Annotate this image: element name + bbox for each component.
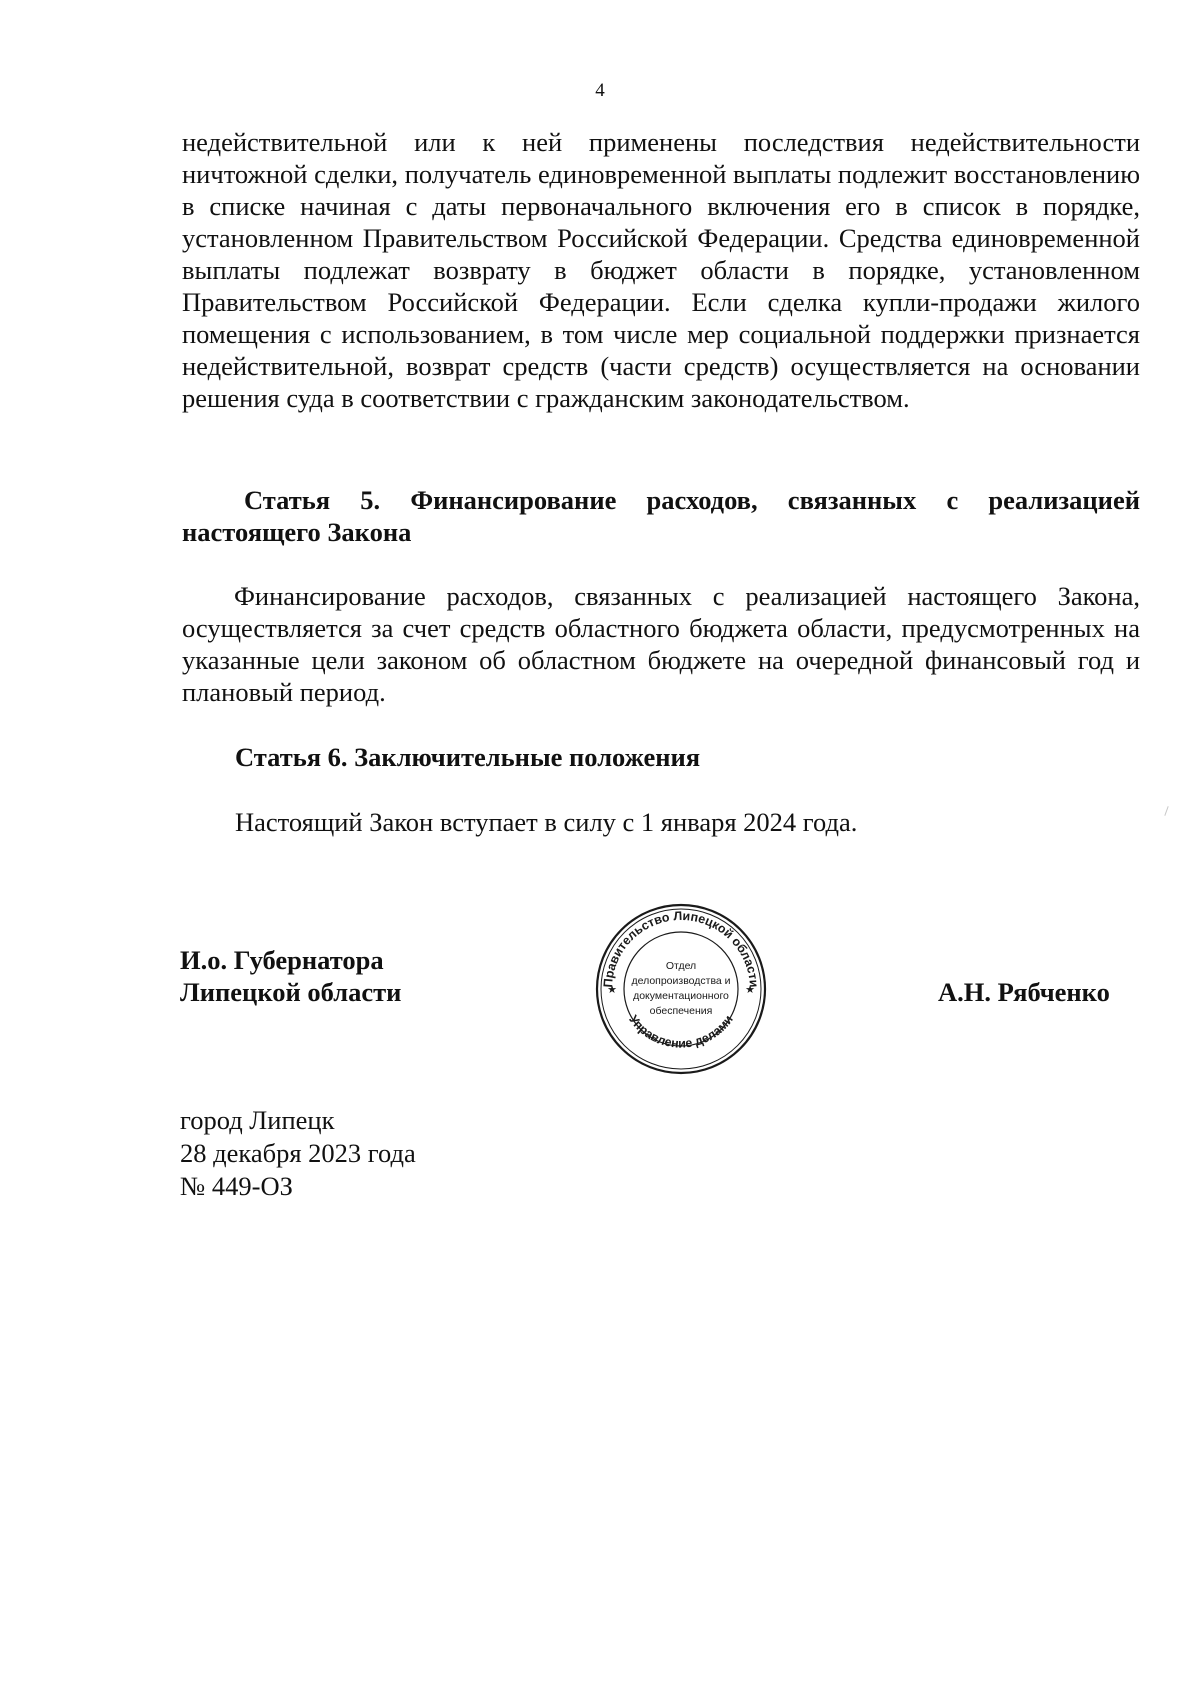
article-5-body: Финансирование расходов, связанных с реализацией настоящего Закона, осуществляется за счет средств областного бюджета области, предусмотренных на указанные цели законом об областном бюджете на очередной финансовый год и плановый период. [182, 581, 1140, 707]
place-and-date-block [180, 1104, 416, 1203]
seal-center-line-3: документационного [633, 990, 729, 1002]
signatory-title-line-1: И.о. Губернатора [180, 945, 384, 975]
signatory-title-line-2: Липецкой области [180, 977, 402, 1007]
signing-date: 28 декабря 2023 года [180, 1138, 416, 1168]
scan-artifact [1164, 806, 1168, 816]
article-5-heading: Статья 5. Финансирование расходов, связанных с реализацией настоящего Закона [182, 485, 1140, 547]
article-6-heading: Статья 6. Заключительные положения [235, 742, 701, 772]
seal-center-line-2: делопроизводства и [631, 975, 731, 987]
seal-center-line-4: обеспечения [649, 1005, 713, 1017]
continuation-paragraph-text: недействительной или к ней применены последствия недействительности ничтожной сделки, получатель единовременной выплаты подлежит восстановлению в списке начиная с даты первоначального включения его в список в порядке, установленном Правительством Российской Федерации. Средства единовременной выплаты подлежат возврату в бюджет области в порядке, установленном Правительством Российской Федерации. Если сделка купли-продажи жилого помещения с использованием, в том числе мер социальной поддержки признается недействительной, возврат средств (части средств) осуществляется на основании решения суда в соответствии с гражданским законодательством. [182, 127, 1140, 413]
signatory-title [180, 944, 401, 1008]
law-number: № 449-ОЗ [180, 1171, 293, 1201]
seal-outer-text: Правительство Липецкой области [600, 908, 762, 988]
seal-star-right: ★ [745, 984, 755, 996]
city: город Липецк [180, 1105, 335, 1135]
seal-bottom-text: Управление делами [626, 1012, 736, 1051]
official-seal [592, 900, 770, 1078]
continuation-paragraph [182, 126, 1140, 414]
seal-star-left: ★ [607, 984, 617, 996]
signatory-name: А.Н. Рябченко [938, 977, 1110, 1007]
article-6-body: Настоящий Закон вступает в силу с 1 января 2024 года. [235, 807, 858, 837]
page-number: 4 [595, 80, 605, 101]
seal-center-line-1: Отдел [665, 960, 697, 972]
